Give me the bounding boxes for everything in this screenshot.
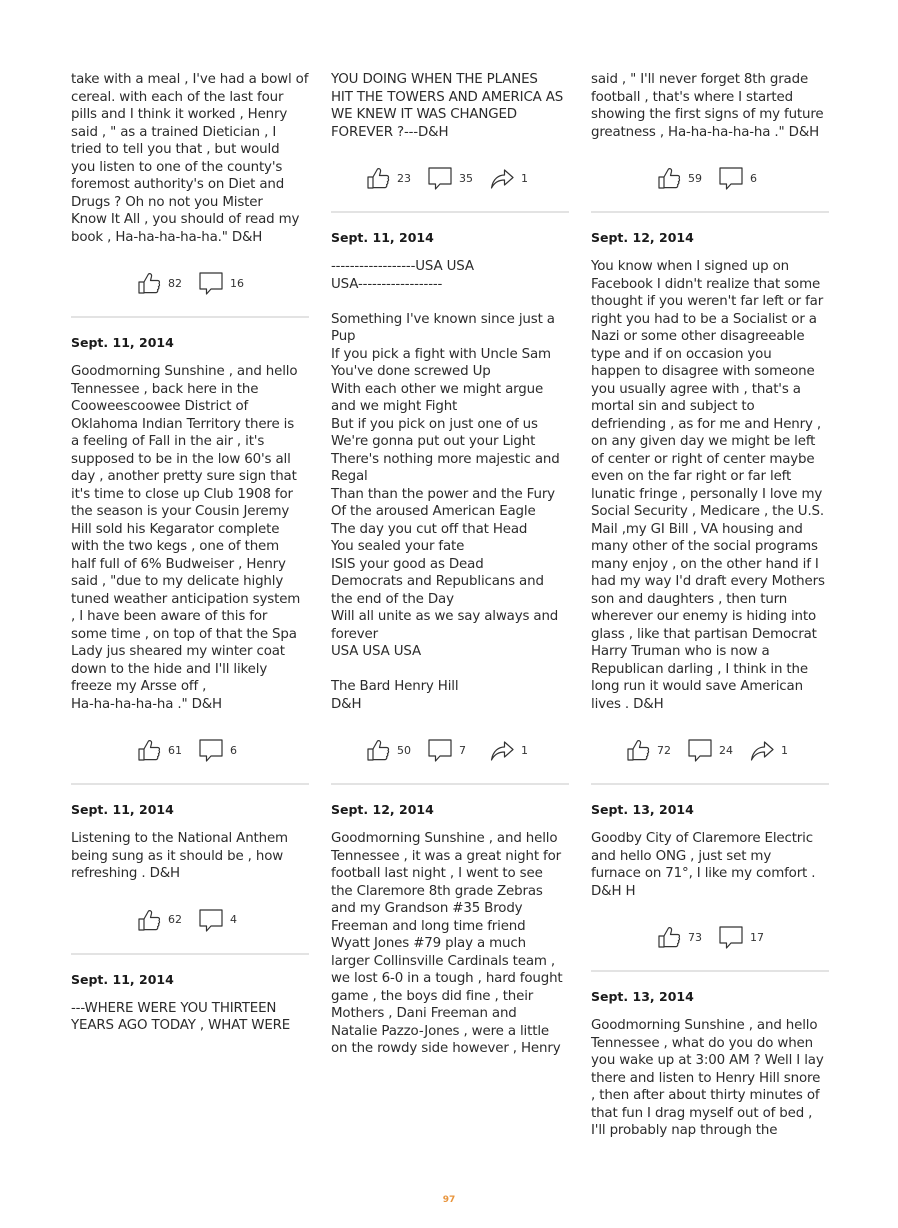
like-count: 50 (397, 743, 411, 757)
post (331, 802, 569, 1058)
column-3 (591, 71, 829, 1140)
post (591, 802, 829, 972)
post-date: Sept. 13, 2014 (591, 802, 694, 817)
comment-button[interactable] (718, 165, 764, 191)
comment-icon (198, 270, 224, 296)
comment-icon (687, 737, 713, 763)
post-date: Sept. 11, 2014 (71, 971, 174, 987)
reaction-bar (591, 161, 829, 195)
post-text: Goodmorning Sunshine , and hello Tennessee , back here in the Cooweescoowee District of Oklahoma Indian Territory there is a feeling of Fall in the air , it's supposed to be in the low 60's all day , another pretty sure sign that it's time to close up Club 1908 for the season is your Cousin Jeremy Hill sold his Kegarator complete with the two kegs , one of them half full of 6% Budweiser , Henry said , "due to my delicate highly tuned weather anticipation system , I have been aware of this for some time , on top of that the Spa Lady jus sheared my winter coat down to the hide and I'll likely freeze my Arsse off , Ha-ha-ha-ha-ha ." D&H (71, 364, 301, 712)
post-date: Sept. 11, 2014 (71, 335, 174, 350)
post-text: Goodby City of Claremore Electric and hello ONG , just set my furnace on 71°, I like my comfort . D&H H (591, 831, 816, 899)
comment-count: 24 (719, 743, 733, 757)
share-count: 1 (521, 743, 528, 757)
share-button[interactable] (749, 737, 795, 763)
thumbs-up-icon (136, 737, 162, 763)
like-button[interactable] (365, 165, 411, 191)
thumbs-up-icon (656, 165, 682, 191)
comment-count: 4 (230, 913, 237, 926)
post-text: YOU DOING WHEN THE PLANES HIT THE TOWERS AND AMERICA AS WE KNEW IT WAS CHANGED FOREVER ?---D&H (331, 72, 564, 140)
post (71, 972, 309, 1035)
divider (331, 211, 569, 213)
post (331, 230, 569, 785)
post (71, 71, 309, 318)
comment-button[interactable] (198, 270, 244, 296)
column-2 (331, 71, 569, 1058)
thumbs-up-icon (656, 924, 682, 950)
like-button[interactable] (136, 737, 182, 763)
post (71, 802, 309, 955)
reaction-bar (331, 733, 569, 767)
post-text: Goodmorning Sunshine , and hello Tennessee , what do you do when you wake up at 3:00 AM ? Well I lay there and listen to Henry Hill snore , then after about thirty minutes of that fun I drag myself out of bed , I'll probably nap through the (591, 1018, 824, 1138)
like-count: 62 (168, 913, 182, 926)
comment-button[interactable] (427, 737, 473, 763)
divider (591, 783, 829, 785)
post-text: Listening to the National Anthem being sung as it should be , how refreshing . D&H (71, 831, 288, 881)
like-count: 59 (688, 171, 702, 185)
share-count: 1 (781, 743, 788, 757)
post-date: Sept. 11, 2014 (331, 230, 434, 245)
like-count: 73 (688, 930, 702, 944)
divider (71, 953, 309, 955)
reaction-bar (331, 161, 569, 195)
reaction-bar (591, 920, 829, 954)
share-button[interactable] (489, 165, 535, 191)
reaction-bar (71, 733, 309, 767)
column-1 (71, 71, 309, 1035)
comment-count: 6 (750, 171, 757, 185)
comment-icon (198, 737, 224, 763)
divider (71, 316, 309, 318)
post (591, 230, 829, 785)
like-button[interactable] (136, 907, 182, 933)
share-count: 1 (521, 171, 528, 185)
like-count: 82 (168, 276, 182, 290)
post-date: Sept. 13, 2014 (591, 989, 694, 1004)
share-icon (749, 737, 775, 763)
comment-count: 6 (230, 743, 237, 757)
like-button[interactable] (625, 737, 671, 763)
post-date: Sept. 11, 2014 (71, 802, 174, 817)
share-icon (489, 737, 515, 763)
thumbs-up-icon (365, 165, 391, 191)
reaction-bar (71, 266, 309, 300)
post (591, 989, 829, 1140)
post-text: ---WHERE WERE YOU THIRTEEN YEARS AGO TODAY , WHAT WERE (71, 1000, 291, 1033)
like-button[interactable] (656, 165, 702, 191)
divider (591, 970, 829, 972)
post-text: You know when I signed up on Facebook I didn't realize that some thought if you weren't far left or far right you had to be a Socialist or a Nazi or some other disagreeable type and if on occasion you happen to disagree with someone you usually agree with , that's a mortal sin and subject to defriending , as for me and Henry , on any given day we might be left of center or right of center maybe even on the far right or far left lunatic fringe , personally I love my Social Security , Medicare , the U.S. Mail ,my GI Bill , VA housing and many other of the social programs many enjoy , on the other hand if I had my way I'd draft every Mothers son and daughters , then turn wherever our enemy is hiding into glass , like that partisan Democrat Harry Truman who is now a Republican darling , I think in the long run it would save American lives . D&H (591, 259, 825, 712)
post (71, 335, 309, 785)
like-count: 23 (397, 171, 411, 185)
comment-button[interactable] (427, 165, 473, 191)
comment-count: 35 (459, 171, 473, 185)
divider (591, 211, 829, 213)
thumbs-up-icon (365, 737, 391, 763)
post-text: take with a meal , I've had a bowl of cereal. with each of the last four pills and I think it worked , Henry said , " as a trained Dietician , I tried to tell you that , but would you listen to one of the county's foremost authority's on Diet and Drugs ? Oh no not you Mister Know It All , you should of read my book , Ha-ha-ha-ha-ha." D&H (71, 72, 309, 245)
thumbs-up-icon (625, 737, 651, 763)
post (331, 71, 569, 213)
reaction-bar (591, 733, 829, 767)
comment-icon (427, 737, 453, 763)
comment-count: 16 (230, 276, 244, 290)
comment-button[interactable] (198, 737, 244, 763)
comment-icon (198, 907, 224, 933)
post-date: Sept. 12, 2014 (591, 230, 694, 245)
share-icon (489, 165, 515, 191)
post-text: ------------------USA USA USA------------------ Something I've known since just a Pup If you pick a fight with Uncle Sam You've done screwed Up With each other we might argue and we might Fight But if you pick on just one of us We're gonna put out your Light There's nothing more majestic and Regal Than than the power and the Fury Of the aroused American Eagle The day you cut off that Head You sealed your fate ISIS your good as Dead Democrats and Republicans and the end of the Day Will all unite as we say always and forever USA USA USA The Bard Henry Hill D&H (331, 259, 560, 712)
comment-count: 7 (459, 743, 466, 757)
comment-icon (718, 165, 744, 191)
divider (71, 783, 309, 785)
comment-button[interactable] (198, 907, 244, 933)
like-button[interactable] (136, 270, 182, 296)
post (591, 71, 829, 213)
share-button[interactable] (489, 737, 535, 763)
post-date: Sept. 12, 2014 (331, 802, 434, 817)
divider (331, 783, 569, 785)
thumbs-up-icon (136, 270, 162, 296)
comment-icon (718, 924, 744, 950)
like-button[interactable] (656, 924, 702, 950)
post-text: said , " I'll never forget 8th grade football , that's where I started showing the first signs of my future greatness , Ha-ha-ha-ha-ha ." D&H (591, 72, 824, 140)
like-count: 61 (168, 743, 182, 757)
post-text: Goodmorning Sunshine , and hello Tennessee , it was a great night for football last night , I went to see the Claremore 8th grade Zebras and my Grandson #35 Brody Freeman and long time friend Wyatt Jones #79 play a much larger Collinsville Cardinals team , we lost 6-0 in a tough , hard fought game , the boys did fine , their Mothers , Dani Freeman and Natalie Pazzo-Jones , were a little on the rowdy side however , Henry (331, 831, 563, 1056)
comment-button[interactable] (687, 737, 733, 763)
like-count: 72 (657, 743, 671, 757)
comment-button[interactable] (718, 924, 764, 950)
page-number: 97 (442, 1195, 456, 1205)
like-button[interactable] (365, 737, 411, 763)
comment-icon (427, 165, 453, 191)
reaction-bar (71, 903, 309, 937)
comment-count: 17 (750, 930, 764, 944)
thumbs-up-icon (136, 907, 162, 933)
